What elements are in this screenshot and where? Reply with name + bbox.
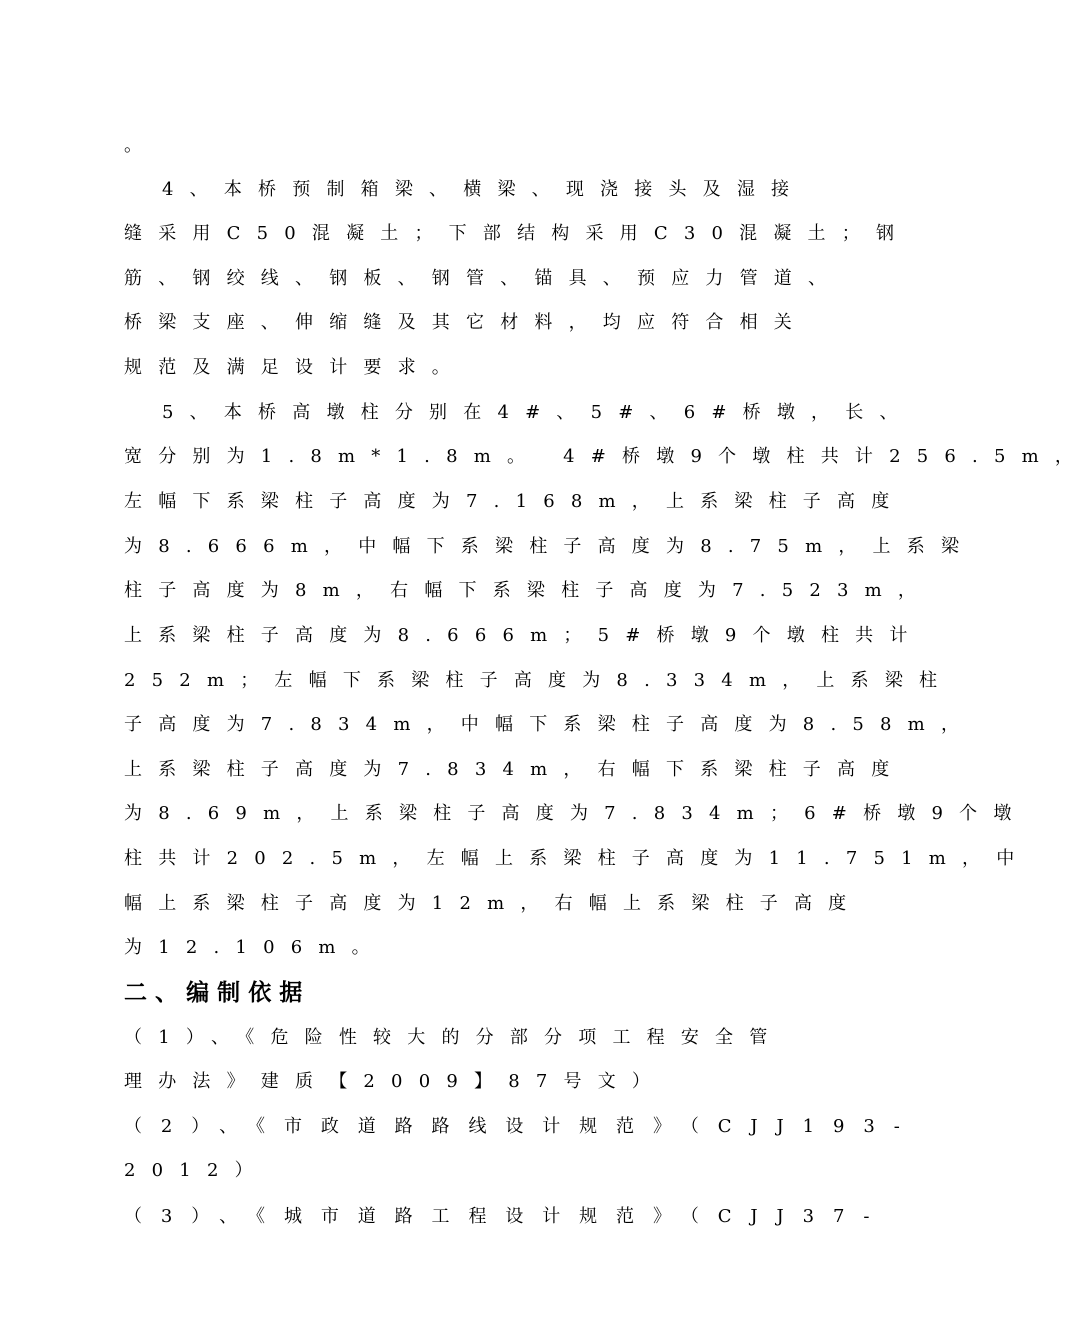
text-line-7: 5、本桥高墩柱分别在4#、5#、6#桥墩，长、 <box>162 402 914 423</box>
text-line-17: 柱共计202.5m，左幅上系梁柱子高度为11.751m，中 <box>124 848 1031 869</box>
text-line-5: 桥梁支座、伸缩缝及其它材料，均应符合相关 <box>124 312 808 333</box>
reference-2-line-1: （2）、《市政道路路线设计规范》（CJJ193- <box>124 1116 919 1137</box>
text-line-3: 缝采用C50混凝土；下部结构采用C30混凝土；钢 <box>124 223 911 244</box>
text-line-13: 252m；左幅下系梁柱子高度为8.334m，上系梁柱 <box>124 670 954 691</box>
text-line-6: 规范及满足设计要求。 <box>124 357 466 378</box>
text-line-2: 4、本桥预制箱梁、横梁、现浇接头及湿接 <box>162 179 806 200</box>
text-line-18: 幅上系梁柱子高度为12m，右幅上系梁柱子高度 <box>124 893 863 914</box>
reference-3-line-1: （3）、《城市道路工程设计规范》（CJJ37- <box>124 1206 889 1227</box>
text-line-8: 宽分别为1.8m*1.8m。 4#桥墩9个墩柱共计256.5m， <box>124 446 1089 467</box>
text-line-11: 柱子高度为8m，右幅下系梁柱子高度为7.523m， <box>124 580 933 601</box>
text-line-9: 左幅下系梁柱子高度为7.168m，上系梁柱子高度 <box>124 491 906 512</box>
text-line-12: 上系梁柱子高度为8.666m；5#桥墩9个墩柱共计 <box>124 625 924 646</box>
reference-1-line-2: 理办法》建质【2009】87号文） <box>124 1071 667 1092</box>
text-line-4: 筋、钢绞线、钢板、钢管、锚具、预应力管道、 <box>124 268 843 289</box>
text-line-1: 。 <box>124 135 159 156</box>
text-line-14: 子高度为7.834m，中幅下系梁柱子高度为8.58m， <box>124 714 976 735</box>
text-line-15: 上系梁柱子高度为7.834m，右幅下系梁柱子高度 <box>124 759 906 780</box>
section-heading: 二、编制依据 <box>124 980 311 1006</box>
reference-1-line-1: （1）、《危险性较大的分部分项工程安全管 <box>124 1027 784 1048</box>
text-line-19: 为12.106m。 <box>124 937 386 958</box>
reference-2-line-2: 2012） <box>124 1160 269 1181</box>
text-line-10: 为8.666m，中幅下系梁柱子高度为8.75m，上系梁 <box>124 536 976 557</box>
text-line-16: 为8.69m，上系梁柱子高度为7.834m；6#桥墩9个墩 <box>124 803 1028 824</box>
